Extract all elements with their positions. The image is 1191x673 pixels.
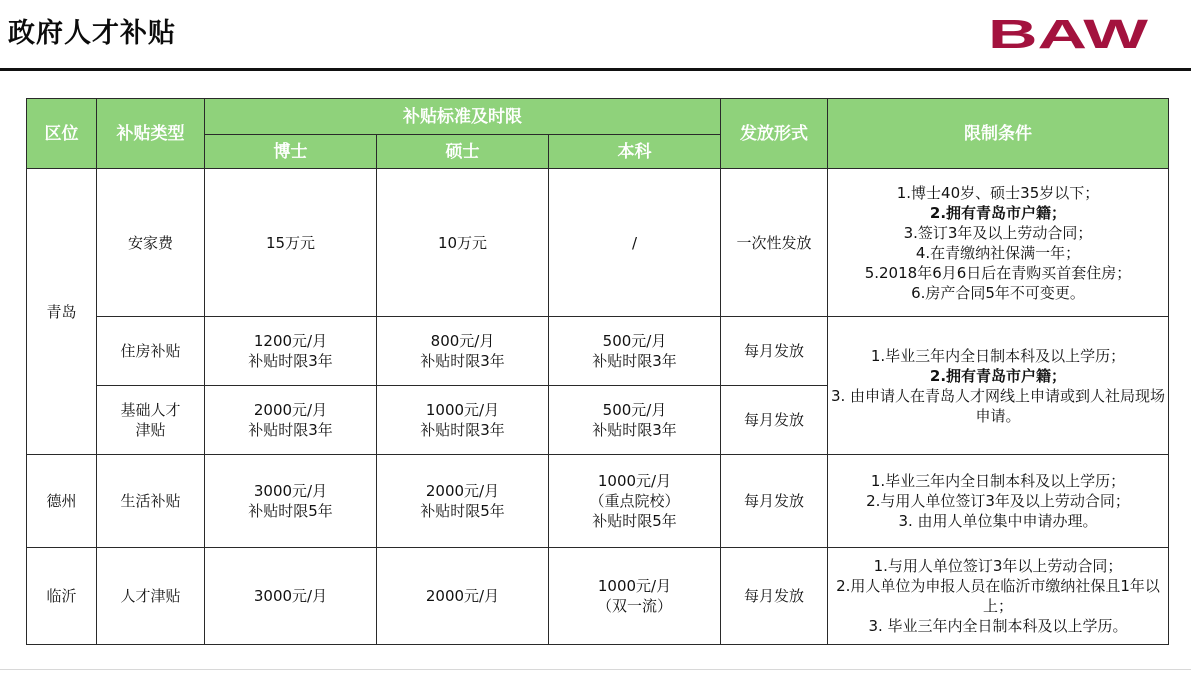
conditions-cell-shared [828,317,1169,455]
condition-line: 2.拥有青岛市户籍； [929,203,1067,222]
condition-line: 3. 由申请人在青岛人才网线上申请或到人社局现场申请。 [830,386,1166,425]
header-conditions: 限制条件 [828,99,1169,169]
bachelor-cell: / [549,169,721,317]
condition-line: 3.签订3年及以上劳动合同； [903,223,1093,242]
condition-line: 3. 毕业三年内全日制本科及以上学历。 [868,617,1128,635]
payment-method-cell: 每月发放 [721,548,828,645]
header-payment-method: 发放形式 [721,99,828,169]
condition-line: 1.毕业三年内全日制本科及以上学历； [870,472,1126,490]
condition-line: 1.博士40岁、硕士35岁以下； [896,183,1100,202]
subsidy-type-cell: 安家费 [97,169,205,317]
master-cell: 2000元/月 补贴时限5年 [377,455,549,548]
payment-method-cell: 每月发放 [721,455,828,548]
phd-cell: 15万元 [205,169,377,317]
header-subsidy-standard: 补贴标准及时限 [205,99,721,135]
header-region: 区位 [27,99,97,169]
phd-cell: 3000元/月 补贴时限5年 [205,455,377,548]
subsidy-type-cell: 住房补贴 [97,317,205,386]
subsidy-type-cell: 基础人才 津贴 [97,386,205,455]
region-cell-linyi: 临沂 [27,548,97,645]
header-subsidy-type: 补贴类型 [97,99,205,169]
condition-line: 2.用人单位为申报人员在临沂市缴纳社保且1年以上； [836,577,1160,615]
bachelor-cell: 1000元/月 （重点院校） 补贴时限5年 [549,455,721,548]
bachelor-cell: 500元/月 补贴时限3年 [549,386,721,455]
table-row [27,317,1169,386]
region-cell-dezhou: 德州 [27,455,97,548]
condition-line: 6.房产合同5年不可变更。 [911,283,1085,302]
master-cell: 2000元/月 [377,548,549,645]
master-cell: 1000元/月 补贴时限3年 [377,386,549,455]
payment-method-cell: 每月发放 [721,317,828,386]
table-row [27,455,1169,548]
master-cell: 800元/月 补贴时限3年 [377,317,549,386]
conditions-cell [828,169,1169,317]
table-row [27,548,1169,645]
condition-line: 5.2018年6月6日后在青购买首套住房； [864,263,1132,282]
payment-method-cell: 每月发放 [721,386,828,455]
master-cell: 10万元 [377,169,549,317]
header-phd: 博士 [205,135,377,169]
header-bachelor: 本科 [549,135,721,169]
phd-cell: 1200元/月 补贴时限3年 [205,317,377,386]
bachelor-cell: 1000元/月 （双一流） [549,548,721,645]
table-row [27,169,1169,317]
subsidy-type-cell: 人才津贴 [97,548,205,645]
header-master: 硕士 [377,135,549,169]
payment-method-cell: 一次性发放 [721,169,828,317]
subsidy-table [26,98,1169,645]
condition-line: 2.与用人单位签订3年及以上劳动合同； [866,492,1130,510]
subsidy-type-cell: 生活补贴 [97,455,205,548]
baw-logo [988,14,1150,54]
condition-line: 2.拥有青岛市户籍； [929,366,1067,385]
condition-line: 1.毕业三年内全日制本科及以上学历； [870,346,1126,365]
phd-cell: 3000元/月 [205,548,377,645]
conditions-cell [828,548,1169,645]
condition-line: 4.在青缴纳社保满一年； [915,243,1081,262]
title-divider [0,68,1191,71]
condition-line: 1.与用人单位签订3年以上劳动合同； [873,557,1123,575]
logo-text: BAW [988,14,1149,54]
bachelor-cell: 500元/月 补贴时限3年 [549,317,721,386]
region-cell-qingdao: 青岛 [27,169,97,455]
phd-cell: 2000元/月 补贴时限3年 [205,386,377,455]
page-title: 政府人才补贴 [8,18,176,49]
conditions-cell [828,455,1169,548]
footer-divider [0,669,1191,670]
condition-line: 3. 由用人单位集中申请办理。 [898,512,1098,530]
